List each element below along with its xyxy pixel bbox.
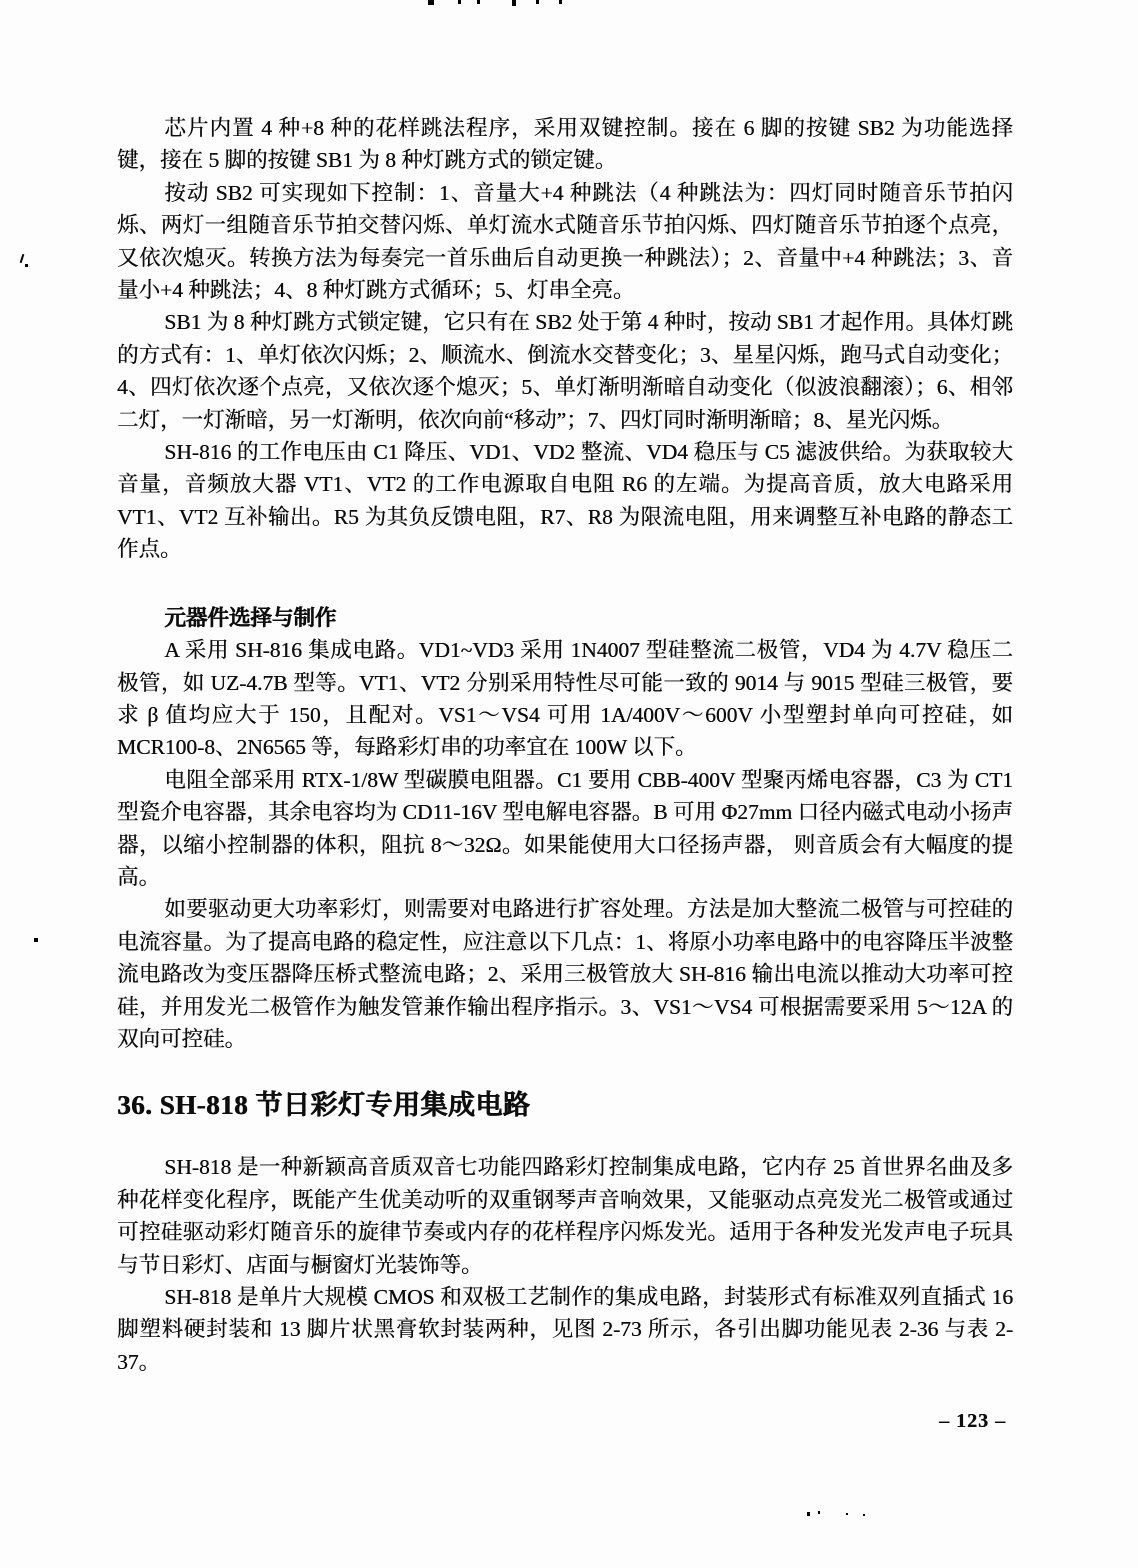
scan-artifact (536, 0, 539, 4)
scan-artifact (863, 1514, 865, 1516)
paragraph-sb2-controls: 按动 SB2 可实现如下控制：1、音量大+4 种跳法（4 种跳法为：四灯同时随音乐节拍闪烁、两灯一组随音乐节拍交替闪烁、单灯流水式随音乐节拍闪烁、四灯随音乐节拍逐个点亮，又依次熄灭。转换方法为每奏完一首乐曲后自动更换一种跳法）；2、音量中+4 种跳法；3、音量小+4 种跳法；4、8 种灯跳方式循环；5、灯串全亮。 (117, 180, 1013, 303)
text-column (117, 112, 1013, 1378)
scan-artifact (512, 0, 516, 6)
paragraph-sh818-intro: SH-818 是一种新颖高音质双音七功能四路彩灯控制集成电路，它内存 25 首世界名曲及多种花样变化程序，既能产生优美动听的双重钢琴声音响效果，又能驱动点亮发光二极管或通过可控硅驱动彩灯随音乐的旋律节奏或内存的花样程序闪烁发光。适用于各种发光发声电子玩具与节日彩灯、店面与橱窗灯光装饰等。 (117, 1155, 1013, 1277)
paragraph-power-expansion: 如要驱动更大功率彩灯，则需要对电路进行扩容处理。方法是加大整流二极管与可控硅的电流容量。为了提高电路的稳定性，应注意以下几点：1、将原小功率电路中的电容降压半波整流电路改为变压器降压桥式整流电路；2、采用三极管放大 SH-816 输出电流以推动大功率可控硅，并用发光二极管作为触发管兼作输出程序指示。3、VS1～VS4 可根据需要采用 5～12A 的双向可控硅。 (117, 897, 1013, 1051)
section-heading-sh818: 36. SH-818 节日彩灯专用集成电路 (117, 1090, 531, 1121)
scan-artifact (34, 938, 38, 942)
paragraph-sb1-modes: SB1 为 8 种灯跳方式锁定键，它只有在 SB2 处于第 4 种时，按动 SB1 才起作用。具体灯跳的方式有：1、单灯依次闪烁；2、顺流水、倒流水交替变化；3、星星闪烁，跑马式自动变化；4、四灯依次逐个点亮，又依次逐个熄灭；5、单灯渐明渐暗自动变化（似波浪翻滚）；6、相邻二灯，一灯渐暗，另一灯渐明，依次向前“移动”；7、四灯同时渐明渐暗；8、星光闪烁。 (117, 310, 1013, 432)
scan-artifact (846, 1513, 848, 1515)
paragraph-component-selection: A 采用 SH-816 集成电路。VD1~VD3 采用 1N4007 型硅整流二极管，VD4 为 4.7V 稳压二极管，如 UZ-4.7B 型等。VT1、VT2 分别采用特性尽可能一致的 9014 与 9015 型硅三极管，要求 β 值均应大于 150，且配对。VS1～VS4 可用 1A/400V～600V 小型塑封单向可控硅，如 MCR100-8、2N6565 等，每路彩灯串的功率宜在 100W 以下。 (117, 638, 1013, 760)
scan-artifact (559, 0, 562, 4)
scan-artifact (477, 0, 480, 4)
scan-artifact (25, 264, 28, 267)
paragraph-chip-program: 芯片内置 4 种+8 种的花样跳法程序，采用双键控制。接在 6 脚的按键 SB2 为功能选择键，接在 5 脚的按键 SB1 为 8 种灯跳方式的锁定键。 (117, 116, 1013, 173)
scan-artifact (458, 0, 461, 4)
page-number: – 123 – (939, 1410, 1006, 1432)
scan-artifact (20, 254, 25, 263)
scan-artifact (428, 0, 434, 5)
paragraph-power-supply: SH-816 的工作电压由 C1 降压、VD1、VD2 整流、VD4 稳压与 C5 滤波供给。为获取较大音量，音频放大器 VT1、VT2 的工作电源取自电阻 R6 的左端。为提高音质，放大电路采用 VT1、VT2 互补输出。R5 为其负反馈电阻，R7、R8 为限流电阻，用来调整互补电路的静态工作点。 (117, 440, 1013, 562)
scan-artifact (818, 1511, 820, 1514)
paragraph-resistors-capacitors: 电阻全部采用 RTX-1/8W 型碳膜电阻器。C1 要用 CBB-400V 型聚丙烯电容器，C3 为 CT1 型瓷介电容器，其余电容均为 CD11-16V 型电解电容器。B 可用 Φ27mm 口径内磁式电动小扬声器，以缩小控制器的体积，阻抗 8～32Ω。如果能使用大口径扬声器， 则音质会有大幅度的提高。 (117, 767, 1013, 889)
paragraph-sh818-package: SH-818 是单片大规模 CMOS 和双极工艺制作的集成电路，封装形式有标准双列直插式 16 脚塑料硬封装和 13 脚片状黑膏软封装两种，见图 2-73 所示，各引出脚功能见表 2-36 与表 2-37。 (117, 1285, 1013, 1374)
subsection-heading-components: 元器件选择与制作 (164, 605, 337, 630)
scan-artifact (807, 1512, 810, 1516)
